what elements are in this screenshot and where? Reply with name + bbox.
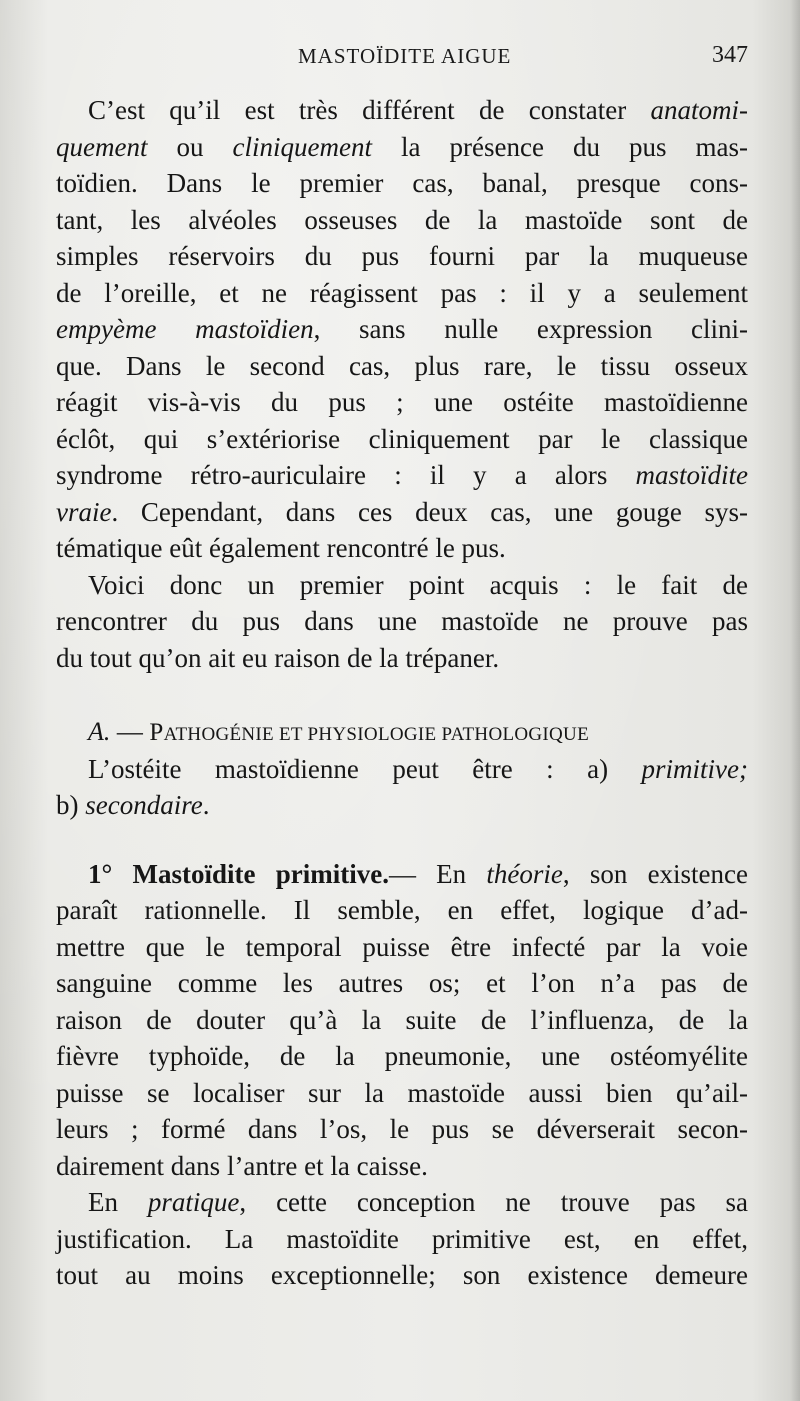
text-line: raison de douter qu’à la suite de l’influenza, de la [56,1004,748,1035]
subsection-heading-line: 1° Mastoïdite primitive.— En théorie, son existence [88,858,749,889]
text-line: dairement dans l’antre et la caisse. [56,1150,428,1181]
text-line: réagit vis-à-vis du pus ; une ostéite mastoïdienne [56,387,748,417]
text-line: Voici donc un premier point acquis : le fait de [88,569,748,600]
text-line: leurs ; formé dans l’os, le pus se déverserait secon- [56,1114,748,1144]
text-line: du tout qu’on ait eu raison de la trépaner. [56,642,500,673]
text-line: éclôt, qui s’extériorise cliniquement par le classique [56,423,748,454]
text-line: toïdien. Dans le premier cas, banal, presque cons- [56,168,748,198]
text-line: L’ostéite mastoïdienne peut être : a) primitive; [88,753,748,784]
text-line: tout au moins exceptionnelle; son existence demeure [56,1260,748,1290]
text-line: rencontrer du pus dans une mastoïde ne prouve pas [56,606,748,636]
running-title: MASTOÏDITE AIGUE [298,44,512,68]
text-line: syndrome rétro-auriculaire : il y a alors mastoïdite [56,460,748,490]
text-line: tématique eût également rencontré le pus. [56,533,506,563]
text-line: empyème mastoïdien, sans nulle expression clini- [56,314,748,344]
text-line: simples réservoirs du pus fourni par la muqueuse [56,241,748,271]
text-line: justification. La mastoïdite primitive est, en effet, [56,1223,748,1254]
section-heading: A. — PATHOGÉNIE ET PHYSIOLOGIE PATHOLOGIQUE [88,717,589,746]
text-line: puisse se localiser sur la mastoïde aussi bien qu’ail- [56,1077,748,1108]
text-line: C’est qu’il est très différent de constater anatomi- [88,95,748,125]
body-text [56,92,748,1294]
text-line: sanguine comme les autres os; et l’on n’a pas de [56,968,748,998]
spacer [56,824,748,856]
page-number: 347 [712,42,748,68]
text-line: que. Dans le second cas, plus rare, le tissu osseux [56,350,748,381]
text-line: tant, les alvéoles osseuses de la mastoïde sont de [56,204,748,235]
text-line: fièvre typhoïde, de la pneumonie, une ostéomyélite [56,1041,748,1071]
text-line: de l’oreille, et ne réagissent pas : il y a seulement [56,277,748,308]
running-head [56,44,756,76]
text-line: mettre que le temporal puisse être infecté par la voie [56,931,748,962]
text-line: En pratique, cette conception ne trouve pas sa [88,1187,748,1217]
text-line: paraît rationnelle. Il semble, en effet, logique d’ad- [56,895,748,925]
text-line: b) secondaire. [56,790,210,820]
text-line: quement ou cliniquement la présence du pus mas- [56,131,748,162]
spacer [56,676,748,714]
text-line: vraie. Cependant, dans ces deux cas, une gouge sys- [56,496,748,527]
